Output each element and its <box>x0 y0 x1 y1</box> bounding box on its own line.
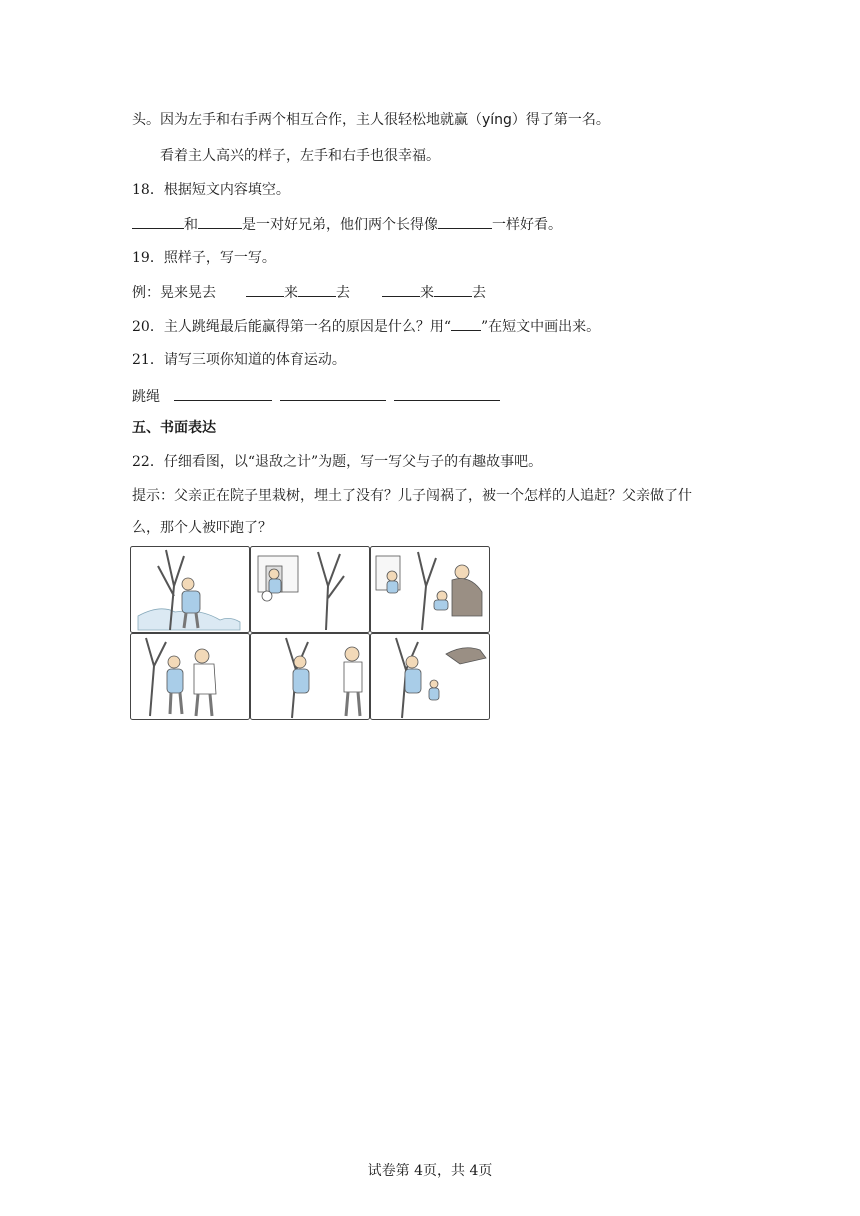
section-5-title: 五、书面表达 <box>132 420 216 436</box>
answer-blank[interactable] <box>198 214 242 229</box>
passage-line-1: 头。因为左手和右手两个相互合作，主人很轻松地就赢（yíng）得了第一名。 <box>132 112 610 128</box>
question-20-prefix: 20．主人跳绳最后能赢得第一名的原因是什么？用“ <box>132 319 451 335</box>
answer-blank[interactable] <box>434 282 472 297</box>
underline-sample <box>451 316 481 331</box>
question-19-example-line <box>132 282 486 303</box>
qu-char: 去 <box>336 285 350 301</box>
comic-panel-1 <box>138 550 240 630</box>
qu-char: 去 <box>472 285 486 301</box>
question-21-example: 跳绳 <box>132 389 160 405</box>
passage-line-2: 看着主人高兴的样子，左手和右手也很幸福。 <box>160 148 440 164</box>
question-18-middle: 是一对好兄弟，他们两个长得像 <box>242 217 438 233</box>
answer-blank[interactable] <box>382 282 420 297</box>
answer-blank[interactable] <box>246 282 284 297</box>
answer-blank[interactable] <box>298 282 336 297</box>
page-footer: 试卷第 4页，共 4页 <box>367 1163 493 1179</box>
question-22-hint-line-1: 提示：父亲正在院子里栽树，埋土了没有？儿子闯祸了，被一个怎样的人追赶？父亲做了什 <box>132 488 692 504</box>
lai-char: 来 <box>284 285 298 301</box>
question-18-and: 和 <box>184 217 198 233</box>
question-18-title: 18．根据短文内容填空。 <box>132 182 290 198</box>
question-22-title: 22．仔细看图，以“退敌之计”为题，写一写父与子的有趣故事吧。 <box>132 454 543 470</box>
comic-panel-2 <box>258 552 344 630</box>
question-18-end: 一样好看。 <box>492 217 562 233</box>
question-19-example: 例：晃来晃去 <box>132 285 216 301</box>
question-21-answers <box>132 386 500 407</box>
comic-panel-3 <box>376 552 482 630</box>
question-20-suffix: ”在短文中画出来。 <box>480 319 601 335</box>
answer-blank[interactable] <box>394 386 500 401</box>
comic-panel-4 <box>146 638 216 716</box>
answer-blank[interactable] <box>438 214 492 229</box>
answer-blank[interactable] <box>280 386 386 401</box>
question-22-hint-line-2: 么，那个人被吓跑了？ <box>132 520 272 536</box>
comic-panel-6 <box>396 638 486 718</box>
comic-panel-5 <box>286 638 362 718</box>
lai-char: 来 <box>420 285 434 301</box>
comic-strip-image <box>130 546 490 720</box>
question-20 <box>132 316 600 337</box>
answer-blank[interactable] <box>174 386 272 401</box>
question-19-title: 19．照样子，写一写。 <box>132 250 276 266</box>
question-21-title: 21．请写三项你知道的体育运动。 <box>132 352 346 368</box>
question-18-fill <box>132 214 562 235</box>
answer-blank[interactable] <box>132 214 184 229</box>
